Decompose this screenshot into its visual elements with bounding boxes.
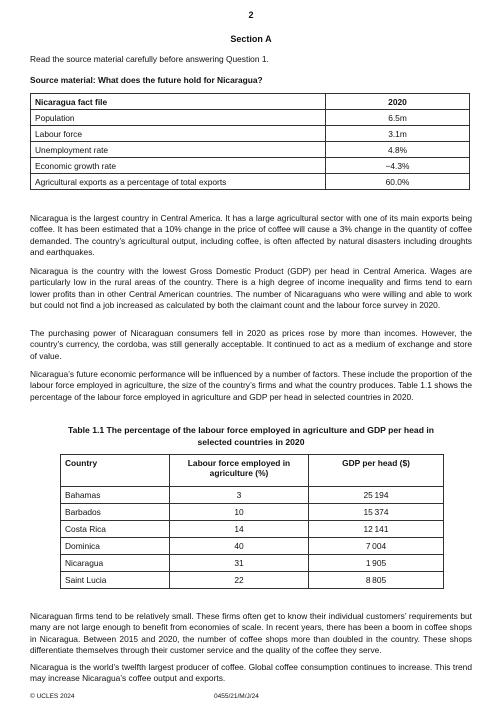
table-row [31,126,470,142]
table-row [61,487,444,504]
paragraph-intro-nicaragua: Nicaragua is the largest country in Central America. It has a large agricultural sector with one of its main exports being coffee. It has been estimated that a 10% change in the price of coffee will cause a 3% change in the quantity of coffee demanded. The country’s agricultural output, including coffee, is often affected by natural disasters including droughts and earthquakes. [30,213,472,258]
table-1-1-title: Table 1.1 The percentage of the labour force employed in agriculture and GDP per head in selected countries in 2020 [68,425,434,447]
fact-file-header-row [31,94,470,110]
table-row [61,521,444,538]
fact-value: −4.3% [326,158,470,174]
paragraph-purchasing-power: The purchasing power of Nicaraguan consumers fell in 2020 as prices rose by more than incomes. However, the country’s currency, the cordoba, was still generally acceptable. It continued to act as a medium of exchange and store of value. [30,328,472,361]
table-1-1 [60,454,444,589]
country-cell: Costa Rica [61,521,170,538]
table-header-row [61,455,444,487]
fact-value: 4.8% [326,142,470,158]
column-header-labour-agriculture: Labour force employed in agriculture (%) [170,455,309,487]
table-row [61,504,444,521]
country-cell: Saint Lucia [61,572,170,589]
fact-label: Agricultural exports as a percentage of total exports [31,174,326,190]
gdp-per-head-cell: 15 374 [309,504,444,521]
fact-value: 6.5m [326,110,470,126]
labour-agriculture-cell: 22 [170,572,309,589]
paragraph-future-performance: Nicaragua’s future economic performance will be influenced by a number of factors. These include the proportion of the labour force employed in agriculture, the size of the country’s firms and what the country produces. Table 1.1 shows the percentage of the labour force employed in agriculture and GDP per head in selected countries in 2020. [30,369,472,402]
gdp-per-head-cell: 1 905 [309,555,444,572]
labour-agriculture-cell: 14 [170,521,309,538]
table-row [31,110,470,126]
intro-instruction: Read the source material carefully before answering Question 1. [30,54,269,64]
table-row [61,538,444,555]
labour-agriculture-cell: 10 [170,504,309,521]
fact-label: Economic growth rate [31,158,326,174]
gdp-per-head-cell: 25 194 [309,487,444,504]
fact-value: 3.1m [326,126,470,142]
footer-copyright: © UCLES 2024 [30,693,75,700]
fact-label: Labour force [31,126,326,142]
table-row [31,142,470,158]
gdp-per-head-cell: 12 141 [309,521,444,538]
fact-label: Unemployment rate [31,142,326,158]
page-number: 2 [248,10,254,20]
country-cell: Barbados [61,504,170,521]
fact-label: Population [31,110,326,126]
footer-paper-code: 0455/21/M/J/24 [214,693,259,700]
labour-agriculture-cell: 31 [170,555,309,572]
paragraph-coffee-producer: Nicaragua is the world’s twelfth largest producer of coffee. Global coffee consumption continues to increase. This trend may increase Nicaragua’s coffee output and exports. [30,662,472,684]
gdp-per-head-cell: 7 004 [309,538,444,555]
paragraph-gdp-per-head: Nicaragua is the country with the lowest Gross Domestic Product (GDP) per head in Central America. Wages are particularly low in the rural areas of the country. There is a high degree of income inequality and firms tend to earn lower profits than in other Central American countries. The number of Nicaraguans who were willing and able to work but could not find a job increased as calculated by both the claimant count and the labour force survey in 2020. [30,266,472,311]
fact-file-table [30,93,470,190]
country-cell: Bahamas [61,487,170,504]
labour-agriculture-cell: 40 [170,538,309,555]
table-row [61,555,444,572]
source-heading: Source material: What does the future hold for Nicaragua? [30,75,263,85]
table-row [31,174,470,190]
country-cell: Nicaragua [61,555,170,572]
fact-file-header-year: 2020 [326,94,470,110]
labour-agriculture-cell: 3 [170,487,309,504]
country-cell: Dominica [61,538,170,555]
fact-value: 60.0% [326,174,470,190]
section-title: Section A [230,34,272,44]
table-row [31,158,470,174]
gdp-per-head-cell: 8 805 [309,572,444,589]
column-header-country: Country [61,455,170,487]
paragraph-small-firms: Nicaraguan firms tend to be relatively small. These firms often get to know their individual customers’ requirements but many are not large enough to benefit from economies of scale. In recent years, there has been a boom in coffee shops in Nicaragua. Between 2015 and 2020, the number of coffee shops more than doubled in the country. These shops differentiate themselves through their customer service and the quality of the coffee they serve. [30,611,472,656]
table-row [61,572,444,589]
fact-file-header-label: Nicaragua fact file [31,94,326,110]
column-header-gdp-per-head: GDP per head ($) [309,455,444,487]
